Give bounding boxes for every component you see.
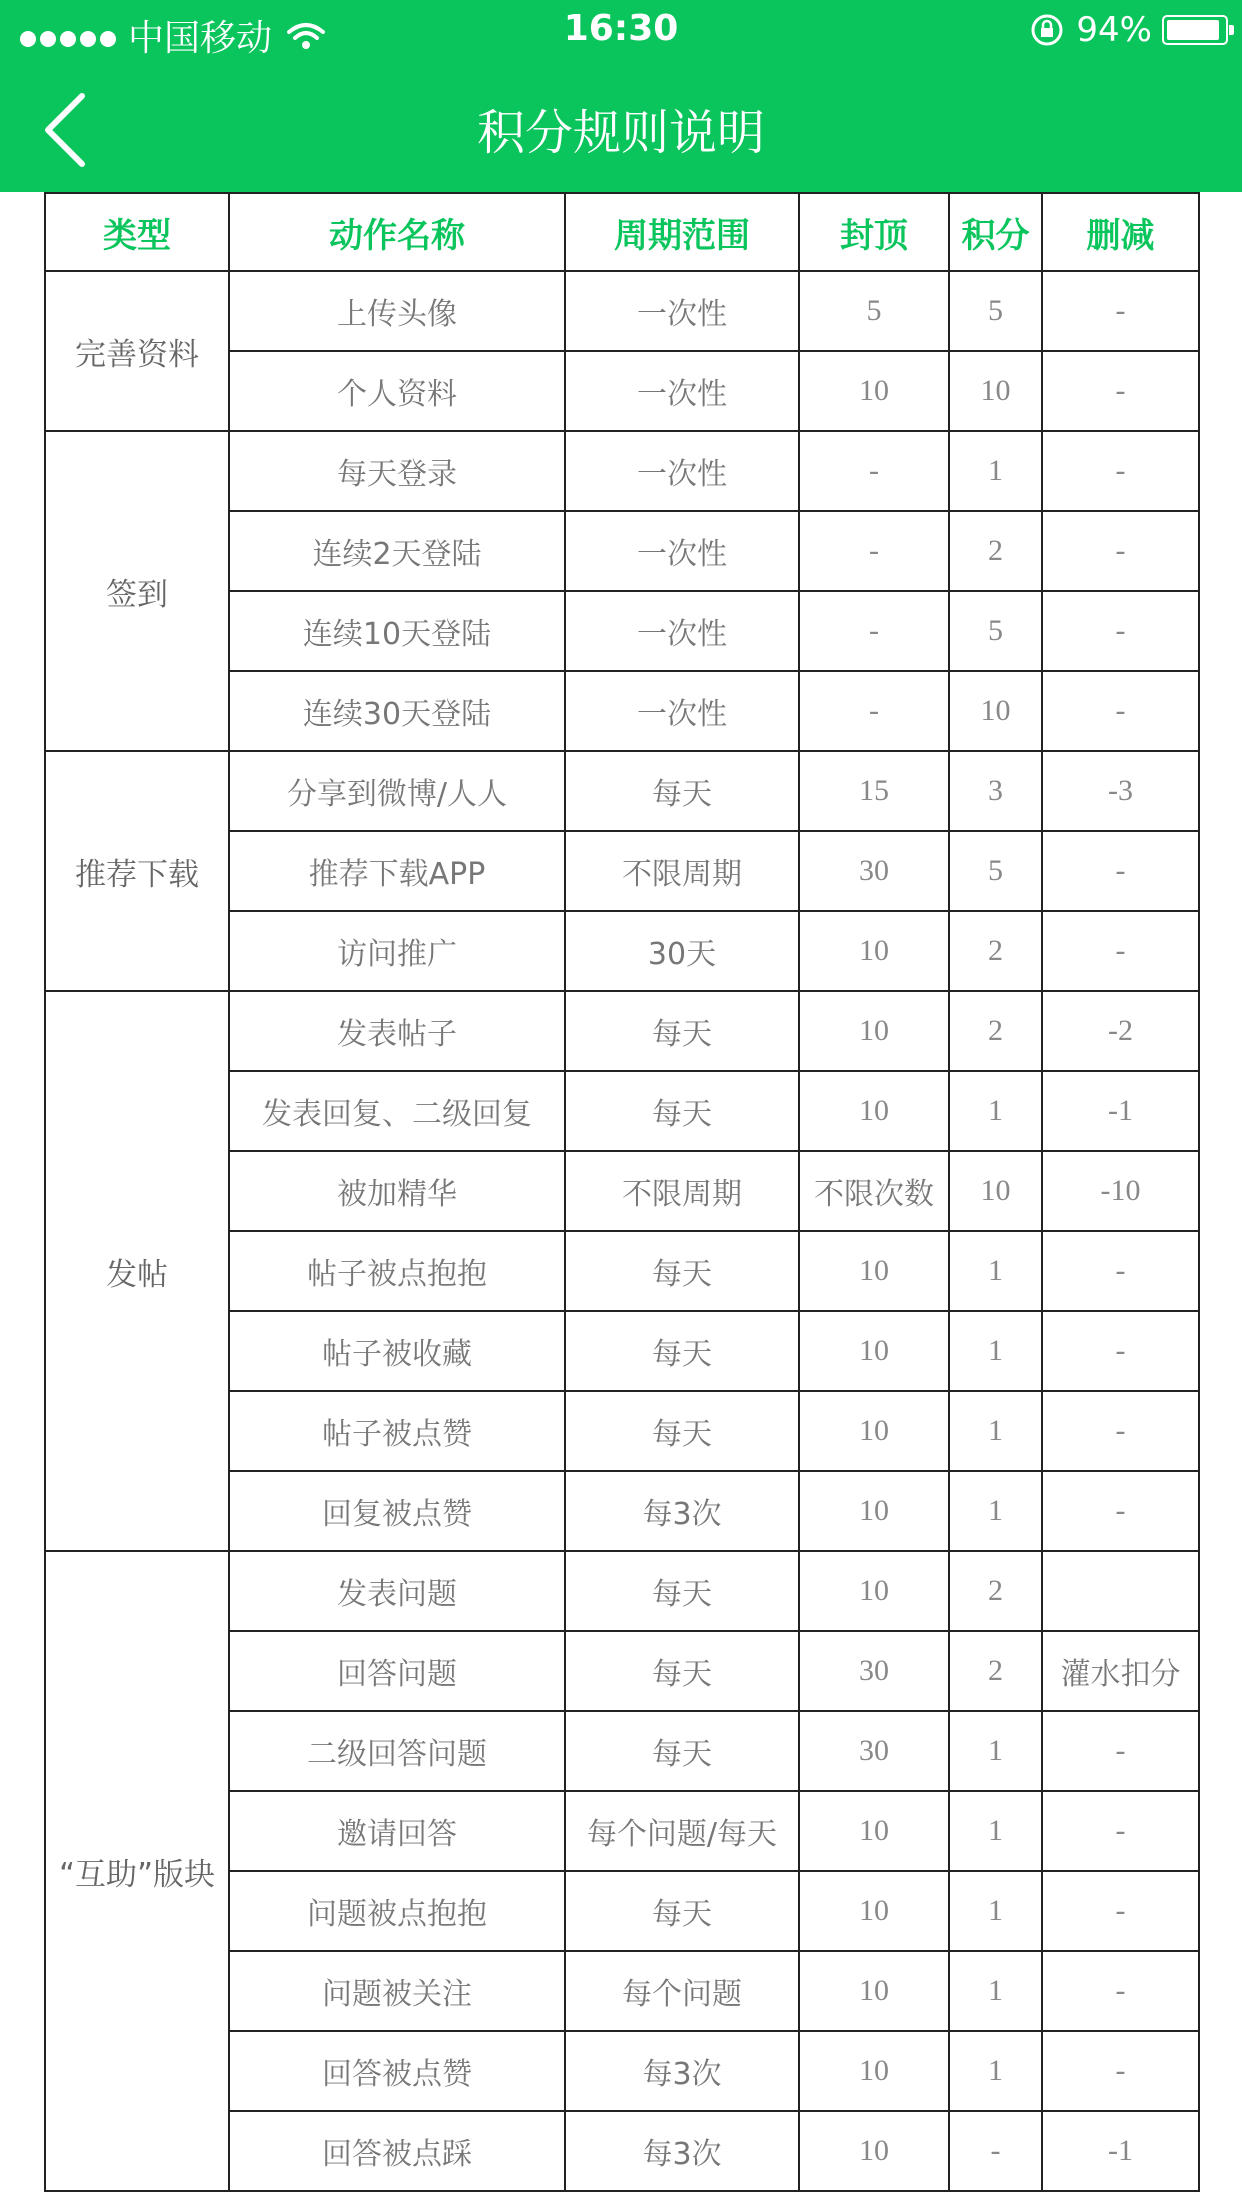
deduction-cell: -	[1042, 911, 1199, 991]
points-cell: 1	[949, 1951, 1042, 2031]
table-row	[45, 751, 1199, 831]
points-rules-table	[44, 192, 1200, 2192]
points-cell: 5	[949, 591, 1042, 671]
cap-cell: 10	[799, 1871, 949, 1951]
deduction-cell: -	[1042, 271, 1199, 351]
points-cell: 1	[949, 1871, 1042, 1951]
header-type: 类型	[45, 193, 229, 271]
action-name-cell: 推荐下载APP	[229, 831, 565, 911]
action-name-cell: 二级回答问题	[229, 1711, 565, 1791]
action-name-cell: 问题被关注	[229, 1951, 565, 2031]
cap-cell: 10	[799, 1231, 949, 1311]
period-cell: 每天	[565, 1391, 799, 1471]
deduction-cell: 灌水扣分	[1042, 1631, 1199, 1711]
action-name-cell: 分享到微博/人人	[229, 751, 565, 831]
deduction-cell: -	[1042, 431, 1199, 511]
category-cell: 完善资料	[45, 271, 229, 431]
period-cell: 不限周期	[565, 831, 799, 911]
points-cell: 10	[949, 351, 1042, 431]
period-cell: 一次性	[565, 351, 799, 431]
cap-cell: 10	[799, 1391, 949, 1471]
period-cell: 一次性	[565, 671, 799, 751]
cap-cell: 10	[799, 351, 949, 431]
nav-bar	[0, 0, 1242, 192]
cap-cell: 不限次数	[799, 1151, 949, 1231]
deduction-cell: -	[1042, 351, 1199, 431]
status-right	[1030, 10, 1228, 50]
deduction-cell: -	[1042, 1951, 1199, 2031]
deduction-cell: -	[1042, 1391, 1199, 1471]
deduction-cell: -	[1042, 1231, 1199, 1311]
cap-cell: 10	[799, 911, 949, 991]
points-cell: 2	[949, 1631, 1042, 1711]
action-name-cell: 发表回复、二级回复	[229, 1071, 565, 1151]
status-bar	[0, 0, 1242, 60]
table-body	[45, 271, 1199, 2191]
header-deduction: 删减	[1042, 193, 1199, 271]
cap-cell: 5	[799, 271, 949, 351]
cap-cell: 10	[799, 1951, 949, 2031]
cap-cell: 10	[799, 2031, 949, 2111]
action-name-cell: 上传头像	[229, 271, 565, 351]
period-cell: 每天	[565, 991, 799, 1071]
points-cell: 2	[949, 1551, 1042, 1631]
action-name-cell: 连续2天登陆	[229, 511, 565, 591]
cap-cell: -	[799, 511, 949, 591]
period-cell: 一次性	[565, 431, 799, 511]
period-cell: 每3次	[565, 2111, 799, 2191]
table-header-row	[45, 193, 1199, 271]
cap-cell: 30	[799, 1631, 949, 1711]
period-cell: 每天	[565, 1311, 799, 1391]
period-cell: 不限周期	[565, 1151, 799, 1231]
points-cell: 1	[949, 1791, 1042, 1871]
deduction-cell: -	[1042, 2031, 1199, 2111]
rotation-lock-icon	[1030, 13, 1064, 47]
action-name-cell: 发表帖子	[229, 991, 565, 1071]
points-cell: 2	[949, 911, 1042, 991]
points-cell: 3	[949, 751, 1042, 831]
action-name-cell: 帖子被点抱抱	[229, 1231, 565, 1311]
points-cell: 10	[949, 671, 1042, 751]
deduction-cell: -1	[1042, 1071, 1199, 1151]
deduction-cell: -	[1042, 591, 1199, 671]
table-row	[45, 271, 1199, 351]
cap-cell: 10	[799, 2111, 949, 2191]
deduction-cell: -1	[1042, 2111, 1199, 2191]
period-cell: 每天	[565, 751, 799, 831]
deduction-cell: -2	[1042, 991, 1199, 1071]
header-cap: 封顶	[799, 193, 949, 271]
rules-table-container	[44, 192, 1198, 2192]
period-cell: 每个问题/每天	[565, 1791, 799, 1871]
period-cell: 每天	[565, 1551, 799, 1631]
action-name-cell: 回答被点踩	[229, 2111, 565, 2191]
action-name-cell: 回答被点赞	[229, 2031, 565, 2111]
cap-cell: 30	[799, 1711, 949, 1791]
deduction-cell: -	[1042, 831, 1199, 911]
deduction-cell: -	[1042, 1471, 1199, 1551]
page-title: 积分规则说明	[476, 105, 765, 161]
points-cell: 1	[949, 1391, 1042, 1471]
cap-cell: 10	[799, 1071, 949, 1151]
action-name-cell: 回答问题	[229, 1631, 565, 1711]
carrier-label: 中国移动	[128, 18, 273, 59]
deduction-cell: -10	[1042, 1151, 1199, 1231]
period-cell: 每天	[565, 1231, 799, 1311]
battery-percent: 94%	[1076, 10, 1152, 50]
category-cell: 签到	[45, 431, 229, 751]
cap-cell: -	[799, 591, 949, 671]
header-action-name: 动作名称	[229, 193, 565, 271]
action-name-cell: 每天登录	[229, 431, 565, 511]
cap-cell: 10	[799, 1791, 949, 1871]
table-row	[45, 1551, 1199, 1631]
action-name-cell: 连续10天登陆	[229, 591, 565, 671]
table-row	[45, 431, 1199, 511]
category-cell: 发帖	[45, 991, 229, 1551]
action-name-cell: 被加精华	[229, 1151, 565, 1231]
points-cell: 1	[949, 1711, 1042, 1791]
cap-cell: 10	[799, 991, 949, 1071]
cap-cell: 30	[799, 831, 949, 911]
action-name-cell: 帖子被点赞	[229, 1391, 565, 1471]
action-name-cell: 访问推广	[229, 911, 565, 991]
cap-cell: -	[799, 671, 949, 751]
period-cell: 一次性	[565, 591, 799, 671]
deduction-cell: -	[1042, 1791, 1199, 1871]
period-cell: 一次性	[565, 511, 799, 591]
action-name-cell: 帖子被收藏	[229, 1311, 565, 1391]
header-points: 积分	[949, 193, 1042, 271]
points-cell: 5	[949, 271, 1042, 351]
action-name-cell: 回复被点赞	[229, 1471, 565, 1551]
points-cell: -	[949, 2111, 1042, 2191]
deduction-cell	[1042, 1551, 1199, 1631]
period-cell: 每天	[565, 1631, 799, 1711]
points-cell: 1	[949, 1231, 1042, 1311]
points-cell: 1	[949, 1071, 1042, 1151]
category-cell: 推荐下载	[45, 751, 229, 991]
period-cell: 每个问题	[565, 1951, 799, 2031]
action-name-cell: 问题被点抱抱	[229, 1871, 565, 1951]
points-cell: 1	[949, 1471, 1042, 1551]
table-row	[45, 991, 1199, 1071]
action-name-cell: 连续30天登陆	[229, 671, 565, 751]
action-name-cell: 发表问题	[229, 1551, 565, 1631]
battery-icon	[1162, 15, 1228, 45]
cap-cell: 10	[799, 1311, 949, 1391]
header-period: 周期范围	[565, 193, 799, 271]
period-cell: 每3次	[565, 1471, 799, 1551]
period-cell: 每天	[565, 1711, 799, 1791]
points-cell: 2	[949, 511, 1042, 591]
points-cell: 10	[949, 1151, 1042, 1231]
action-name-cell: 邀请回答	[229, 1791, 565, 1871]
cap-cell: 15	[799, 751, 949, 831]
period-cell: 30天	[565, 911, 799, 991]
action-name-cell: 个人资料	[229, 351, 565, 431]
period-cell: 一次性	[565, 271, 799, 351]
points-cell: 5	[949, 831, 1042, 911]
points-cell: 1	[949, 1311, 1042, 1391]
cap-cell: 10	[799, 1471, 949, 1551]
period-cell: 每天	[565, 1071, 799, 1151]
points-cell: 1	[949, 431, 1042, 511]
deduction-cell: -3	[1042, 751, 1199, 831]
points-cell: 2	[949, 991, 1042, 1071]
deduction-cell: -	[1042, 511, 1199, 591]
points-cell: 1	[949, 2031, 1042, 2111]
status-time: 16:30	[563, 8, 679, 49]
cap-cell: 10	[799, 1551, 949, 1631]
cap-cell: -	[799, 431, 949, 511]
deduction-cell: -	[1042, 1871, 1199, 1951]
deduction-cell: -	[1042, 1711, 1199, 1791]
deduction-cell: -	[1042, 671, 1199, 751]
deduction-cell: -	[1042, 1311, 1199, 1391]
period-cell: 每3次	[565, 2031, 799, 2111]
category-cell: “互助”版块	[45, 1551, 229, 2191]
period-cell: 每天	[565, 1871, 799, 1951]
